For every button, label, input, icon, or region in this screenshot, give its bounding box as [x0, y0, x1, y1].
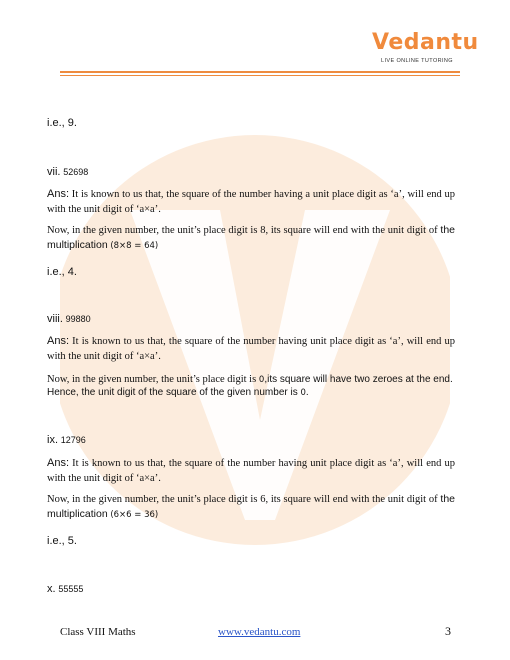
header-divider — [60, 71, 460, 73]
now-cont: the multiplication — [47, 493, 456, 520]
question-number: 55555 — [58, 584, 84, 594]
result-ix: i.e., 5. — [47, 535, 77, 547]
ans-text: It is known to us that, the square of the number having a unit place digit as ‘a’, will end up with the unit digit of ‘a×a’. — [47, 189, 456, 215]
ans-label: Ans: — [47, 188, 70, 200]
explanation-viii — [47, 372, 453, 387]
question-label: x. — [47, 583, 56, 595]
result-ie-9: i.e., 9. — [47, 117, 77, 129]
question-number: 52698 — [63, 167, 89, 177]
footer-class-label: Class VIII Maths — [60, 626, 136, 638]
question-ix — [47, 433, 86, 447]
math-digit: 0 — [300, 388, 306, 398]
hence-text: Hence, the unit digit of the square of the given number is — [47, 387, 298, 398]
question-number: 12796 — [60, 435, 86, 445]
ans-text: It is known to us that, the square of the number having unit place digit as ‘a’, will end up with the unit digit of ‘a×a’. — [47, 458, 456, 484]
ans-text: It is known to us that, the square of the number having unit place digit as ‘a’, will end up with the unit digit of ‘a×a’. — [47, 336, 456, 362]
explanation-vii — [47, 223, 455, 254]
logo-tagline: LIVE ONLINE TUTORING — [381, 58, 453, 64]
hence-viii — [47, 386, 309, 400]
vedantu-logo: Vedantu — [372, 30, 479, 55]
footer-website-link[interactable]: www.vedantu.com — [218, 626, 301, 638]
ans-label: Ans: — [47, 457, 70, 469]
answer-vii — [47, 187, 455, 217]
math-expression: (8×8 = 64) — [110, 241, 159, 251]
question-label: ix. — [47, 434, 58, 446]
answer-viii — [47, 334, 455, 364]
math-expression: (6×6 = 36) — [110, 510, 159, 520]
header-divider-thin — [60, 75, 460, 76]
question-vii — [47, 165, 88, 179]
explanation-ix — [47, 492, 455, 523]
answer-ix — [47, 456, 455, 486]
page-number: 3 — [445, 624, 451, 638]
now-cont: the multiplication — [47, 224, 456, 251]
question-number: 99880 — [65, 314, 91, 324]
result-vii: i.e., 4. — [47, 266, 77, 278]
ans-label: Ans: — [47, 335, 70, 347]
now-text: Now, in the given number, the unit’s place digit is 8, its square will end with the unit digit of — [47, 225, 438, 236]
question-viii — [47, 312, 91, 326]
question-label: vii. — [47, 166, 61, 178]
now-rest: ,its square will have two zeroes at the end. — [264, 374, 453, 385]
now-text: Now, in the given number, the unit’s place digit is — [47, 374, 257, 385]
hence-end: . — [305, 387, 309, 398]
now-text: Now, in the given number, the unit’s place digit is 6, its square will end with the unit digit of — [47, 494, 438, 505]
question-label: viii. — [47, 313, 63, 325]
math-digit: 0 — [258, 375, 265, 385]
question-x — [47, 582, 83, 596]
